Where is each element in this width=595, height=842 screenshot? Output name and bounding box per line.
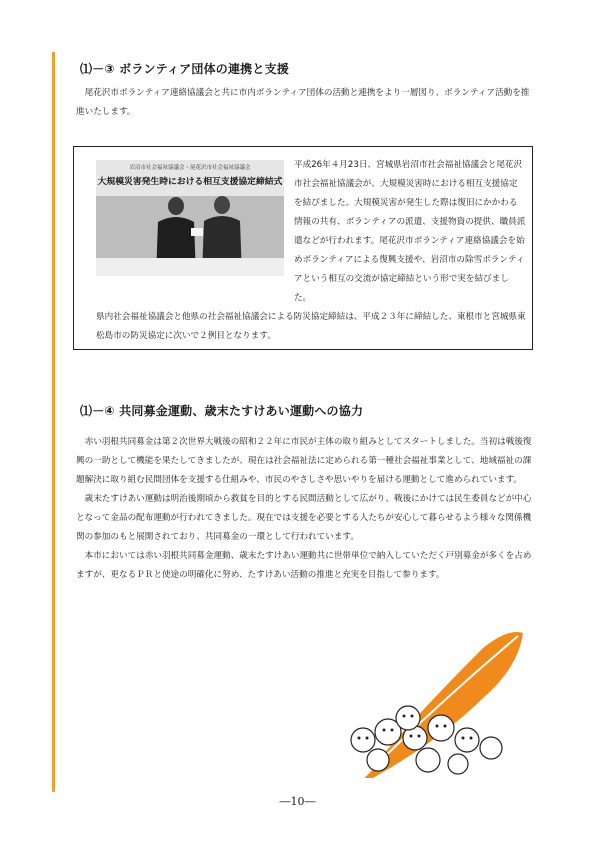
agreement-text-right-content: 平成26年４月23日、宮城県岩沼市社会福祉協議会と尾花沢市社会福祉協議会が、大規模災害時における相互支援協定を結びました。大規模災害が発生した際は復旧にかかわる情報の共有、ボランティアの派遣、支援物資の提供、職員派遣などが行われます。尾花沢市ボランティア連絡協議会を始めボランティアによる復興支援や、岩沼市の除雪ボランティアという相互の交流が協定締結という形で実を結びました。	[294, 160, 526, 303]
photo-banner-top: 岩沼市社会福祉協議会・尾花沢市社会福祉協議会	[129, 165, 251, 171]
volunteer-intro-paragraph	[76, 84, 536, 122]
photo-banner-main: 大規模災害発生時における相互支援協定締結式	[97, 177, 283, 187]
feather-icon	[333, 628, 533, 778]
agreement-text-full	[96, 308, 528, 346]
agreement-photo-image	[96, 160, 284, 276]
agreement-photo	[96, 160, 284, 276]
red-feather-illustration	[333, 628, 533, 778]
fundraising-paragraph-2: 歳末たすけあい運動は明治後期頃から救貧を目的とする民間活動として広がり、戦後にかけては民生委員などが中心となって金品の配布運動が行われてきました。現在では支援を必要とする人たちが安心して暮らせるよう様々な関係機関の参加のもと展開されており、共同募金の一環として行われています。	[76, 494, 532, 542]
page-number: ―10―	[279, 795, 316, 808]
accent-bar	[52, 52, 55, 792]
agreement-text-right	[294, 156, 526, 308]
fundraising-paragraph-3: 本市においては赤い羽根共同募金運動、歳末たすけあい運動共に世帯単位で納入していただく戸別募金が多くを占めますが、更なるＰＲと使途の明確化に努め、たすけあい活動の推進と充実を目指して参ります。	[76, 551, 532, 580]
fundraising-paragraphs	[76, 433, 536, 585]
fundraising-paragraph-1: 赤い羽根共同募金は第２次世界大戦後の昭和２２年に市民が主体の取り組みとしてスタートしました。当初は戦後復興の一助として機能を果たしてきましたが、現在は社会福祉法に定められる第一種社会福祉事業として、地域福祉の課題解決に取り組む民間団体を支援する仕組みや、市民のやさしさや思いやりを届ける運動として進められています。	[76, 437, 532, 485]
agreement-text-full-content: 県内社会福祉協議会と他県の社会福祉協議会による防災協定締結は、平成２３年に締結した、東根市と宮城県東松島市の防災協定に次いで２例目となります。	[96, 312, 526, 341]
section-heading-volunteer: ⑴－③ ボランティア団体の連携と支援	[80, 62, 289, 76]
section-heading-fundraising: ⑴－④ 共同募金運動、歳末たすけあい運動への協力	[80, 404, 364, 418]
volunteer-intro-text: 尾花沢市ボランティア連絡協議会と共に市内ボランティア団体の活動と連携をより一層図り、ボランティア活動を推進いたします。	[76, 88, 530, 117]
